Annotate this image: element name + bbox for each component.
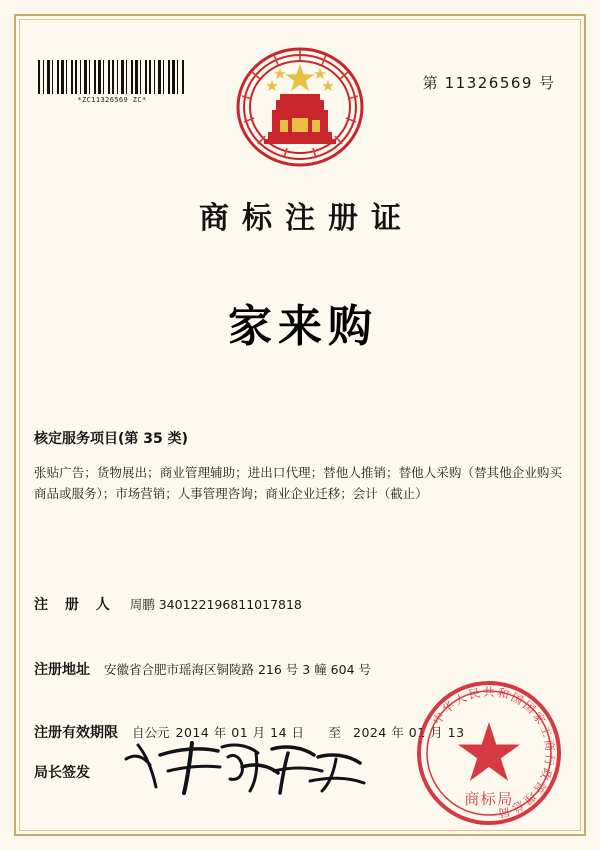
signature-label: 局长签发 — [34, 765, 90, 781]
certificate-serial-number — [423, 72, 555, 93]
validity-to-label: 至 — [328, 725, 342, 740]
field-address — [34, 659, 564, 679]
validity-label: 注册有效期限 — [34, 725, 118, 741]
address-label: 注册地址 — [34, 662, 90, 678]
barcode-label: *ZC11326569 ZC* — [77, 96, 147, 104]
validity-from-date: 2014 年 01 月 14 日 — [175, 725, 305, 740]
services-body: 张贴广告；货物展出；商业管理辅助；进出口代理；替他人推销；替他人采购（替其他企业购买商品或服务）；市场营销；人事管理咨询；商业企业迁移；会计（截止） — [34, 465, 562, 501]
trademark-mark-name: 家来购 — [228, 301, 378, 352]
barcode-bars — [38, 60, 186, 94]
national-emblem-icon — [234, 44, 366, 170]
services-heading: 核定服务项目(第 35 类) — [34, 431, 189, 447]
handwritten-signature — [122, 737, 372, 799]
barcode — [38, 60, 186, 104]
validity-from-label: 自公元 — [132, 725, 170, 740]
serial-suffix: 号 — [538, 74, 555, 92]
svg-text:中华人民共和国国家工商行政管理总局: 中华人民共和国国家工商行政管理总局 — [429, 684, 558, 821]
registrant-label: 注 册 人 — [34, 597, 116, 613]
serial-value: 11326569 — [444, 74, 533, 92]
serial-prefix: 第 — [422, 74, 439, 92]
field-registrant — [34, 594, 564, 614]
validity-to-date: 2024 年 01 月 13 — [353, 725, 465, 740]
registrant-value: 周鹏 340122196811017818 — [129, 597, 302, 612]
address-value: 安徽省合肥市瑶海区铜陵路 216 号 3 幢 604 号 — [104, 662, 372, 677]
official-seal — [414, 678, 564, 828]
svg-text:商标局: 商标局 — [464, 790, 514, 808]
page-title: 商标注册证 — [199, 201, 414, 236]
